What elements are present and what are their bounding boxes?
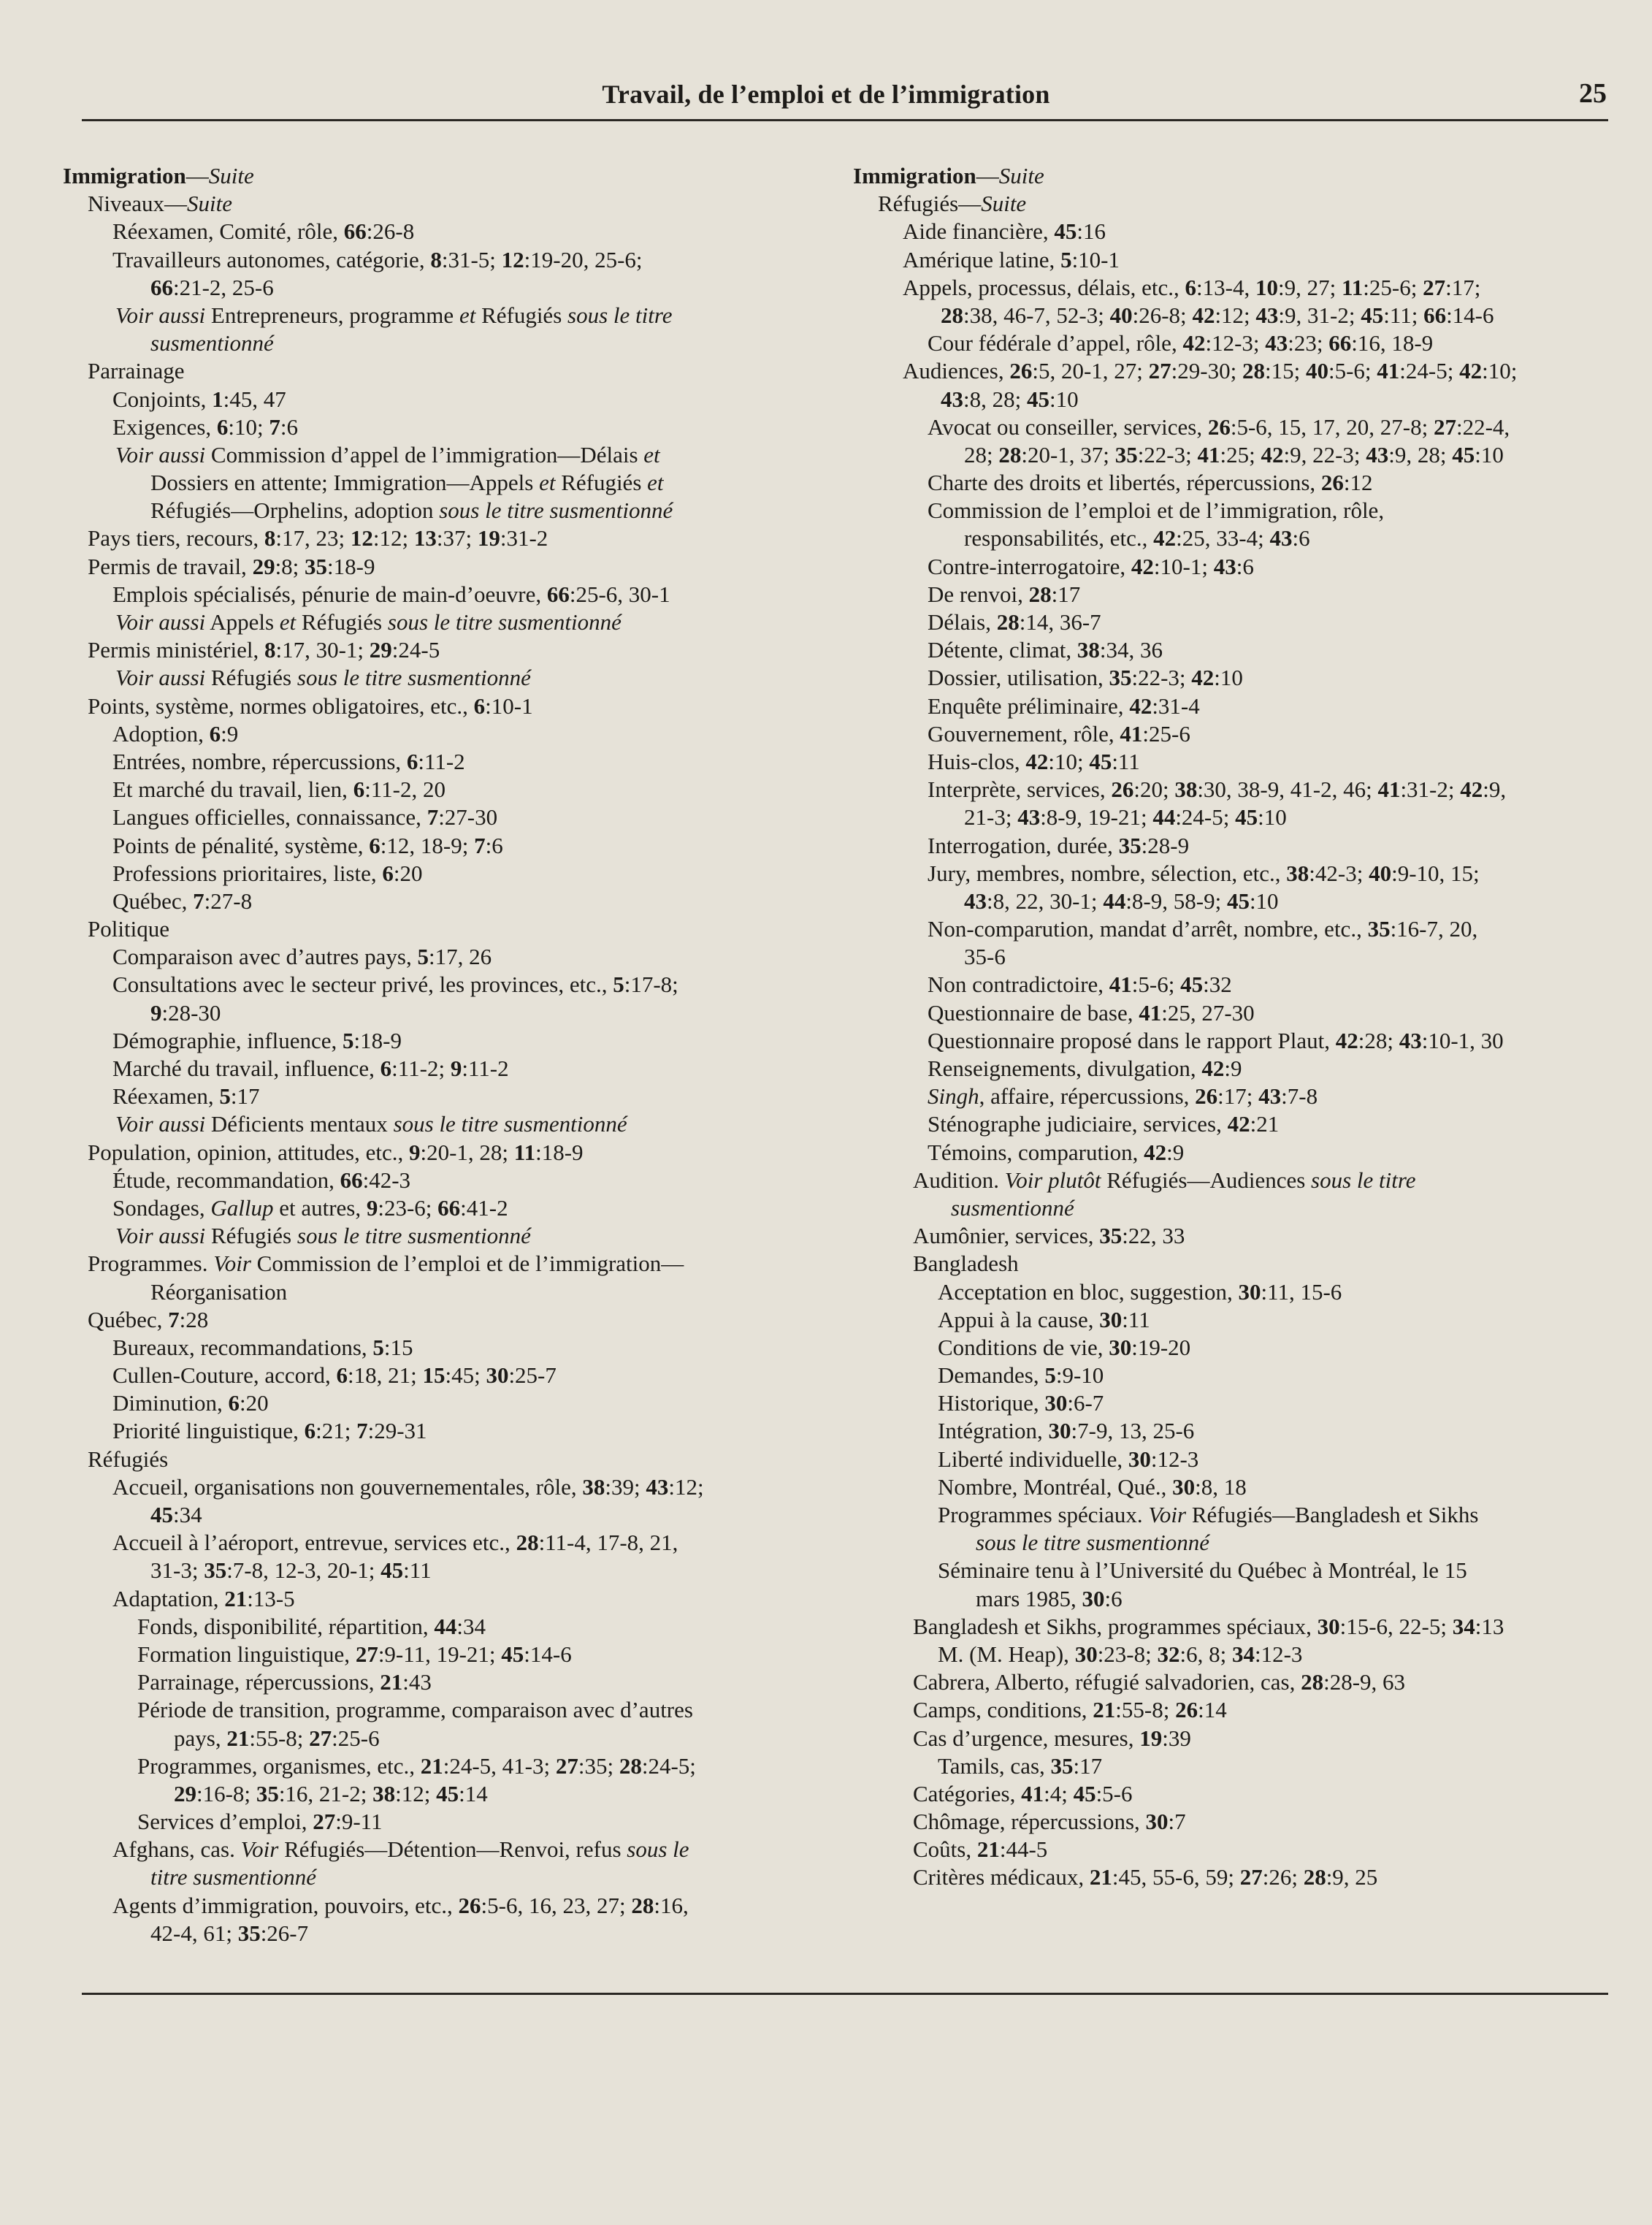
index-line: Dossiers en attente; Immigration—Appels et Réfugiés et xyxy=(150,470,664,496)
index-line: Période de transition, programme, comparaison avec d’autres xyxy=(137,1697,693,1723)
index-line: Cabrera, Alberto, réfugié salvadorien, cas, 28:28-9, 63 xyxy=(913,1669,1406,1695)
index-line: Consultations avec le secteur privé, les provinces, etc., 5:17-8; xyxy=(112,972,678,998)
index-line: Interrogation, durée, 35:28-9 xyxy=(928,832,1190,858)
index-line: Délais, 28:14, 36-7 xyxy=(928,609,1101,635)
index-line: Questionnaire proposé dans le rapport Plaut, 42:28; 43:10-1, 30 xyxy=(928,1027,1504,1053)
index-line: 35-6 xyxy=(964,944,1006,970)
index-line: Catégories, 41:4; 45:5-6 xyxy=(913,1780,1133,1806)
index-line: Chômage, répercussions, 30:7 xyxy=(913,1809,1186,1835)
index-line: Afghans, cas. Voir Réfugiés—Détention—Renvoi, refus sous le xyxy=(112,1836,689,1863)
index-line: 21-3; 43:8-9, 19-21; 44:24-5; 45:10 xyxy=(964,804,1287,831)
index-line: Étude, recommandation, 66:42-3 xyxy=(112,1167,411,1193)
index-column-right xyxy=(853,162,1613,1892)
index-line: Programmes. Voir Commission de l’emploi et de l’immigration— xyxy=(88,1251,684,1277)
index-line: Aide financière, 45:16 xyxy=(903,218,1106,245)
index-line: Cullen-Couture, accord, 6:18, 21; 15:45; 30:25-7 xyxy=(112,1362,557,1389)
index-line: Liberté individuelle, 30:12-3 xyxy=(938,1446,1199,1472)
index-line: Aumônier, services, 35:22, 33 xyxy=(913,1223,1185,1249)
index-line: Services d’emploi, 27:9-11 xyxy=(137,1809,383,1835)
index-line: Conditions de vie, 30:19-20 xyxy=(938,1334,1191,1360)
index-line: Marché du travail, influence, 6:11-2; 9:11-2 xyxy=(112,1056,509,1081)
index-line: Séminaire tenu à l’Université du Québec à Montréal, le 15 xyxy=(938,1557,1467,1584)
index-line: Réfugiés xyxy=(88,1446,169,1472)
index-line: 31-3; 35:7-8, 12-3, 20-1; 45:11 xyxy=(150,1557,432,1584)
index-line: Nombre, Montréal, Qué., 30:8, 18 xyxy=(938,1473,1247,1500)
index-line: responsabilités, etc., 42:25, 33-4; 43:6 xyxy=(964,525,1310,552)
index-line: Coûts, 21:44-5 xyxy=(913,1836,1048,1863)
index-line: Appui à la cause, 30:11 xyxy=(938,1306,1150,1332)
index-line: 45:34 xyxy=(150,1502,202,1527)
index-line: Programmes spéciaux. Voir Réfugiés—Bangladesh et Sikhs xyxy=(938,1502,1479,1527)
index-line: Voir aussi Commission d’appel de l’immigration—Délais et xyxy=(115,441,660,467)
header-rule xyxy=(82,119,1608,121)
index-line: Agents d’immigration, pouvoirs, etc., 26:5-6, 16, 23, 27; 28:16, xyxy=(112,1892,689,1918)
index-line: 28; 28:20-1, 37; 35:22-3; 41:25; 42:9, 22-3; 43:9, 28; 45:10 xyxy=(964,441,1504,467)
index-line: Points de pénalité, système, 6:12, 18-9; 7:6 xyxy=(112,832,503,858)
footer-rule xyxy=(82,1993,1608,1995)
index-line: Réorganisation xyxy=(150,1278,288,1305)
index-line: Cas d’urgence, mesures, 19:39 xyxy=(913,1725,1191,1751)
index-line: Dossier, utilisation, 35:22-3; 42:10 xyxy=(928,665,1243,691)
index-line: Camps, conditions, 21:55-8; 26:14 xyxy=(913,1697,1227,1723)
index-line: Renseignements, divulgation, 42:9 xyxy=(928,1056,1242,1081)
index-line: Bangladesh xyxy=(913,1251,1019,1277)
index-line: Comparaison avec d’autres pays, 5:17, 26 xyxy=(112,944,492,970)
index-line: Avocat ou conseiller, services, 26:5-6, 15, 17, 20, 27-8; 27:22-4, xyxy=(928,413,1510,440)
index-line: Politique xyxy=(88,916,169,942)
index-line: Diminution, 6:20 xyxy=(112,1390,269,1416)
index-line: Sténographe judiciaire, services, 42:21 xyxy=(928,1111,1280,1137)
index-line: Points, système, normes obligatoires, etc., 6:10-1 xyxy=(88,692,533,719)
index-line: 43:8, 28; 45:10 xyxy=(941,386,1079,412)
index-line: Niveaux—Suite xyxy=(88,191,233,217)
index-line: Audition. Voir plutôt Réfugiés—Audiences sous le titre xyxy=(913,1167,1416,1193)
index-line: Immigration—Suite xyxy=(63,163,254,188)
index-column-left xyxy=(63,162,822,1947)
index-line: Critères médicaux, 21:45, 55-6, 59; 27:26; 28:9, 25 xyxy=(913,1864,1378,1890)
index-line: Démographie, influence, 5:18-9 xyxy=(112,1027,402,1053)
index-line: susmentionné xyxy=(951,1194,1074,1221)
index-line: Travailleurs autonomes, catégorie, 8:31-5; 12:19-20, 25-6; xyxy=(112,246,643,272)
index-line: Professions prioritaires, liste, 6:20 xyxy=(112,860,423,886)
index-line: Non-comparution, mandat d’arrêt, nombre, etc., 35:16-7, 20, xyxy=(928,916,1478,942)
index-line: Tamils, cas, 35:17 xyxy=(938,1752,1103,1779)
index-line: Québec, 7:28 xyxy=(88,1306,209,1332)
index-line: Voir aussi Réfugiés sous le titre susmentionné xyxy=(115,665,531,691)
index-line: Charte des droits et libertés, répercussions, 26:12 xyxy=(928,470,1373,496)
index-line: Réfugiés—Orphelins, adoption sous le titre susmentionné xyxy=(150,497,673,524)
index-line: Priorité linguistique, 6:21; 7:29-31 xyxy=(112,1418,427,1444)
index-line: Acceptation en bloc, suggestion, 30:11, 15-6 xyxy=(938,1278,1342,1305)
index-line: Formation linguistique, 27:9-11, 19-21; 45:14-6 xyxy=(137,1641,572,1667)
index-line: 28:38, 46-7, 52-3; 40:26-8; 42:12; 43:9, 31-2; 45:11; 66:14-6 xyxy=(941,302,1494,328)
index-line: Adoption, 6:9 xyxy=(112,720,239,747)
index-line: Voir aussi Réfugiés sous le titre susmentionné xyxy=(115,1223,531,1249)
index-line: Gouvernement, rôle, 41:25-6 xyxy=(928,720,1190,747)
index-line: 9:28-30 xyxy=(150,999,221,1026)
index-line: Jury, membres, nombre, sélection, etc., 38:42-3; 40:9-10, 15; xyxy=(928,860,1480,886)
index-line: 66:21-2, 25-6 xyxy=(150,274,274,300)
index-line: Enquête préliminaire, 42:31-4 xyxy=(928,692,1200,719)
index-line: susmentionné xyxy=(150,330,274,356)
index-line: Détente, climat, 38:34, 36 xyxy=(928,637,1163,663)
index-line: Population, opinion, attitudes, etc., 9:20-1, 28; 11:18-9 xyxy=(88,1139,584,1165)
index-line: Témoins, comparution, 42:9 xyxy=(928,1139,1185,1165)
index-line: Québec, 7:27-8 xyxy=(112,888,253,914)
index-line: Voir aussi Entrepreneurs, programme et Réfugiés sous le titre xyxy=(115,302,673,328)
index-line: De renvoi, 28:17 xyxy=(928,581,1081,607)
index-line: Bangladesh et Sikhs, programmes spéciaux, 30:15-6, 22-5; 34:13 xyxy=(913,1613,1504,1639)
index-line: Intégration, 30:7-9, 13, 25-6 xyxy=(938,1418,1195,1444)
index-line: Accueil à l’aéroport, entrevue, services etc., 28:11-4, 17-8, 21, xyxy=(112,1530,678,1556)
index-line: Audiences, 26:5, 20-1, 27; 27:29-30; 28:15; 40:5-6; 41:24-5; 42:10; xyxy=(903,358,1518,384)
index-line: Voir aussi Déficients mentaux sous le titre susmentionné xyxy=(115,1111,627,1137)
index-line: Contre-interrogatoire, 42:10-1; 43:6 xyxy=(928,553,1254,579)
index-line: sous le titre susmentionné xyxy=(976,1530,1210,1556)
index-line: Exigences, 6:10; 7:6 xyxy=(112,413,298,440)
index-line: Appels, processus, délais, etc., 6:13-4, 10:9, 27; 11:25-6; 27:17; xyxy=(903,274,1481,300)
index-line: M. (M. Heap), 30:23-8; 32:6, 8; 34:12-3 xyxy=(938,1641,1303,1667)
index-line: Huis-clos, 42:10; 45:11 xyxy=(928,748,1140,774)
index-line: Réexamen, 5:17 xyxy=(112,1083,260,1110)
index-line: Langues officielles, connaissance, 7:27-30 xyxy=(112,804,498,831)
index-line: Bureaux, recommandations, 5:15 xyxy=(112,1334,413,1360)
index-line: Réfugiés—Suite xyxy=(878,191,1027,217)
index-line: Voir aussi Appels et Réfugiés sous le titre susmentionné xyxy=(115,609,622,635)
index-line: Parrainage, répercussions, 21:43 xyxy=(137,1669,432,1695)
index-line: Interprète, services, 26:20; 38:30, 38-9, 41-2, 46; 41:31-2; 42:9, xyxy=(928,776,1507,803)
index-line: Amérique latine, 5:10-1 xyxy=(903,246,1120,272)
index-line: Pays tiers, recours, 8:17, 23; 12:12; 13:37; 19:31-2 xyxy=(88,525,548,552)
running-header-title: Travail, de l’emploi et de l’immigration xyxy=(602,80,1050,109)
index-line: Accueil, organisations non gouvernementales, rôle, 38:39; 43:12; xyxy=(112,1473,704,1500)
index-line: Et marché du travail, lien, 6:11-2, 20 xyxy=(112,776,445,803)
index-line: Parrainage xyxy=(88,358,185,384)
index-line: Singh, affaire, répercussions, 26:17; 43:7-8 xyxy=(928,1083,1318,1110)
index-line: Demandes, 5:9-10 xyxy=(938,1362,1104,1389)
index-line: titre susmentionné xyxy=(150,1864,317,1890)
index-line: Fonds, disponibilité, répartition, 44:34 xyxy=(137,1613,486,1639)
index-line: 43:8, 22, 30-1; 44:8-9, 58-9; 45:10 xyxy=(964,888,1279,914)
index-line: mars 1985, 30:6 xyxy=(976,1585,1123,1611)
index-line: Non contradictoire, 41:5-6; 45:32 xyxy=(928,972,1232,998)
index-line: pays, 21:55-8; 27:25-6 xyxy=(174,1725,380,1751)
index-line: Permis de travail, 29:8; 35:18-9 xyxy=(88,553,375,579)
index-line: Programmes, organismes, etc., 21:24-5, 41-3; 27:35; 28:24-5; xyxy=(137,1752,696,1779)
index-line: 42-4, 61; 35:26-7 xyxy=(150,1920,309,1946)
index-line: Permis ministériel, 8:17, 30-1; 29:24-5 xyxy=(88,637,440,663)
index-line: Entrées, nombre, répercussions, 6:11-2 xyxy=(112,748,465,774)
index-line: Adaptation, 21:13-5 xyxy=(112,1585,295,1611)
index-line: Emplois spécialisés, pénurie de main-d’oeuvre, 66:25-6, 30-1 xyxy=(112,581,670,607)
index-line: Immigration—Suite xyxy=(853,163,1044,188)
index-line: Sondages, Gallup et autres, 9:23-6; 66:41-2 xyxy=(112,1194,508,1221)
index-line: 29:16-8; 35:16, 21-2; 38:12; 45:14 xyxy=(174,1780,488,1806)
index-line: Conjoints, 1:45, 47 xyxy=(112,386,286,412)
index-line: Cour fédérale d’appel, rôle, 42:12-3; 43:23; 66:16, 18-9 xyxy=(928,330,1434,356)
page-number: 25 xyxy=(1579,78,1607,109)
index-line: Historique, 30:6-7 xyxy=(938,1390,1104,1416)
index-line: Réexamen, Comité, rôle, 66:26-8 xyxy=(112,218,415,245)
index-line: Questionnaire de base, 41:25, 27-30 xyxy=(928,999,1255,1026)
index-line: Commission de l’emploi et de l’immigration, rôle, xyxy=(928,497,1385,524)
